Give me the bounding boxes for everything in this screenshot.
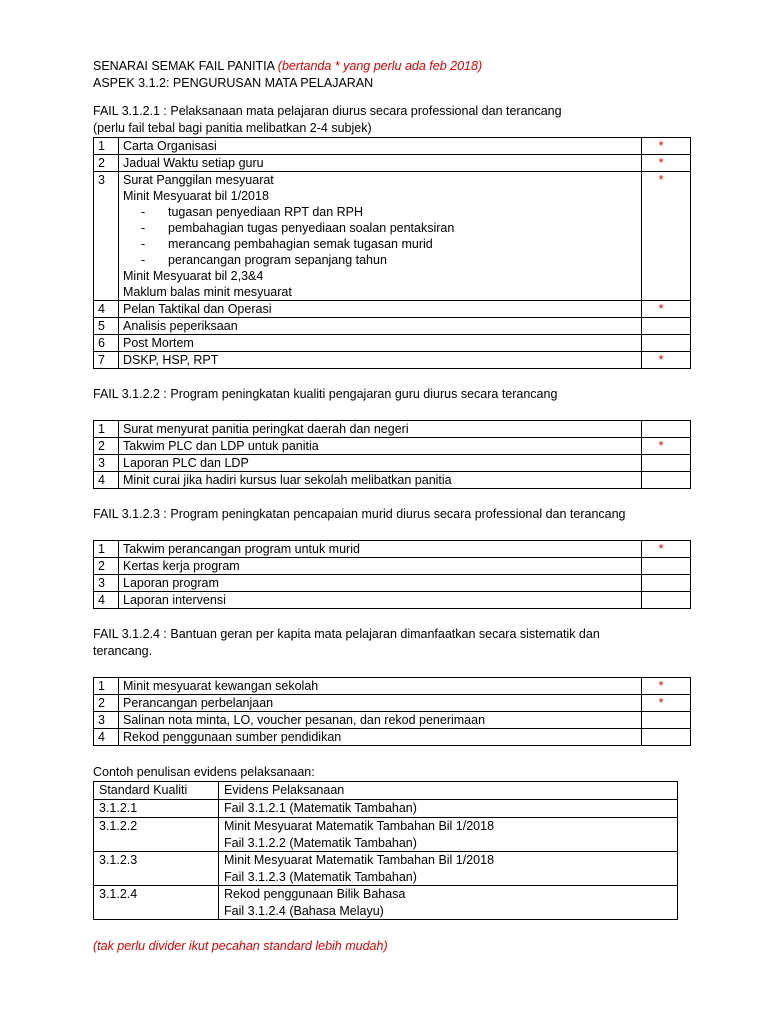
fail2-table <box>93 420 691 489</box>
row-item: Perancangan perbelanjaan <box>119 695 642 712</box>
required-mark: * <box>642 352 691 369</box>
table-row <box>94 575 691 592</box>
standard-cell: 3.1.2.3 <box>94 852 219 886</box>
row-number: 1 <box>94 421 119 438</box>
required-mark: * <box>642 155 691 172</box>
row-item-line: Minit Mesyuarat bil 1/2018 <box>123 189 269 203</box>
table-row <box>94 558 691 575</box>
fail4-title: FAIL 3.1.2.4 : Bantuan geran per kapita mata pelajaran dimanfaatkan secara sistematik dan <box>93 627 600 641</box>
table-row <box>94 712 691 729</box>
fail4-table <box>93 677 691 746</box>
evidence-cell: Minit Mesyuarat Matematik Tambahan Bil 1/2018 Fail 3.1.2.3 (Matematik Tambahan) <box>219 852 678 886</box>
required-mark <box>642 318 691 335</box>
row-item: Minit curai jika hadiri kursus luar sekolah melibatkan panitia <box>119 472 642 489</box>
table-row <box>94 172 691 301</box>
required-mark <box>642 472 691 489</box>
row-number: 2 <box>94 155 119 172</box>
dash-bullet: - <box>141 205 146 219</box>
sub-item: - tugasan penyediaan RPT dan RPH <box>141 205 364 219</box>
column-header-standard: Standard Kualiti <box>94 782 219 800</box>
table-row <box>94 800 678 818</box>
row-number: 1 <box>94 138 119 155</box>
table-row <box>94 678 691 695</box>
dash-bullet: - <box>141 237 146 251</box>
row-item: Analisis peperiksaan <box>119 318 642 335</box>
table-row <box>94 155 691 172</box>
row-number: 4 <box>94 592 119 609</box>
table-row <box>94 729 691 746</box>
table-row <box>94 138 691 155</box>
table-row <box>94 592 691 609</box>
evidence-cell: Rekod penggunaan Bilik Bahasa Fail 3.1.2.4 (Bahasa Melayu) <box>219 886 678 920</box>
required-mark <box>642 558 691 575</box>
row-item: Kertas kerja program <box>119 558 642 575</box>
column-header-evidence: Evidens Pelaksanaan <box>219 782 678 800</box>
row-item: Surat menyurat panitia peringkat daerah dan negeri <box>119 421 642 438</box>
row-number: 2 <box>94 695 119 712</box>
title-note: (bertanda * yang perlu ada feb 2018) <box>277 59 483 73</box>
example-table <box>93 781 678 920</box>
row-item: Laporan program <box>119 575 642 592</box>
table-row <box>94 472 691 489</box>
evidence-cell: Fail 3.1.2.1 (Matematik Tambahan) <box>219 800 678 818</box>
row-item: Minit mesyuarat kewangan sekolah <box>119 678 642 695</box>
fail1-table <box>93 137 691 369</box>
table-row <box>94 886 678 920</box>
fail4-title-cont: terancang. <box>93 644 153 658</box>
fail1-subtitle: (perlu fail tebal bagi panitia melibatkan 2-4 subjek) <box>93 121 372 135</box>
required-mark <box>642 421 691 438</box>
required-mark <box>642 592 691 609</box>
row-number: 5 <box>94 318 119 335</box>
row-item: Laporan intervensi <box>119 592 642 609</box>
required-mark: * <box>642 695 691 712</box>
row-number: 7 <box>94 352 119 369</box>
required-mark: * <box>642 172 691 301</box>
row-item: DSKP, HSP, RPT <box>119 352 642 369</box>
required-mark: * <box>642 541 691 558</box>
fail1-title: FAIL 3.1.2.1 : Pelaksanaan mata pelajaran diurus secara professional dan terancang <box>93 104 562 118</box>
row-number: 3 <box>94 575 119 592</box>
fail3-table <box>93 540 691 609</box>
required-mark: * <box>642 438 691 455</box>
document-title-line <box>93 58 693 75</box>
row-number: 3 <box>94 172 119 301</box>
row-number: 3 <box>94 455 119 472</box>
fail2-title: FAIL 3.1.2.2 : Program peningkatan kualiti pengajaran guru diurus secara terancang <box>93 387 558 401</box>
row-item: Takwim PLC dan LDP untuk panitia <box>119 438 642 455</box>
required-mark: * <box>642 301 691 318</box>
table-row <box>94 455 691 472</box>
row-number: 1 <box>94 678 119 695</box>
table-row <box>94 541 691 558</box>
document-page <box>93 58 693 955</box>
table-row <box>94 438 691 455</box>
required-mark <box>642 575 691 592</box>
fail3-title: FAIL 3.1.2.3 : Program peningkatan pencapaian murid diurus secara professional dan terancang <box>93 507 626 521</box>
row-number: 3 <box>94 712 119 729</box>
table-row <box>94 818 678 852</box>
row-number: 2 <box>94 558 119 575</box>
row-item: Salinan nota minta, LO, voucher pesanan, dan rekod penerimaan <box>119 712 642 729</box>
table-row <box>94 318 691 335</box>
row-number: 2 <box>94 438 119 455</box>
document-title: SENARAI SEMAK FAIL PANITIA <box>93 59 275 73</box>
required-mark: * <box>642 138 691 155</box>
row-item: Post Mortem <box>119 335 642 352</box>
row-number: 4 <box>94 301 119 318</box>
footer-note: (tak perlu divider ikut pecahan standard lebih mudah) <box>93 939 388 953</box>
sub-item: - merancang pembahagian semak tugasan murid <box>141 237 433 251</box>
row-item-line: Minit Mesyuarat bil 2,3&4 <box>123 269 264 283</box>
row-number: 4 <box>94 729 119 746</box>
row-item-line: Maklum balas minit mesyuarat <box>123 285 292 299</box>
required-mark <box>642 729 691 746</box>
row-number: 4 <box>94 472 119 489</box>
row-item <box>119 172 642 301</box>
aspect-heading: ASPEK 3.1.2: PENGURUSAN MATA PELAJARAN <box>93 76 374 90</box>
standard-cell: 3.1.2.1 <box>94 800 219 818</box>
row-number: 6 <box>94 335 119 352</box>
required-mark <box>642 712 691 729</box>
dash-bullet: - <box>141 221 146 235</box>
row-item: Carta Organisasi <box>119 138 642 155</box>
standard-cell: 3.1.2.2 <box>94 818 219 852</box>
row-item: Laporan PLC dan LDP <box>119 455 642 472</box>
row-number: 1 <box>94 541 119 558</box>
required-mark: * <box>642 678 691 695</box>
table-row <box>94 301 691 318</box>
table-header-row <box>94 782 678 800</box>
example-heading: Contoh penulisan evidens pelaksanaan: <box>93 765 315 779</box>
row-item: Takwim perancangan program untuk murid <box>119 541 642 558</box>
row-item-line: Surat Panggilan mesyuarat <box>123 173 274 187</box>
row-item: Jadual Waktu setiap guru <box>119 155 642 172</box>
sub-item: - pembahagian tugas penyediaan soalan pentaksiran <box>141 221 455 235</box>
required-mark <box>642 335 691 352</box>
table-row <box>94 852 678 886</box>
sub-item: - perancangan program sepanjang tahun <box>141 253 387 267</box>
table-row <box>94 352 691 369</box>
row-item: Pelan Taktikal dan Operasi <box>119 301 642 318</box>
table-row <box>94 421 691 438</box>
evidence-cell: Minit Mesyuarat Matematik Tambahan Bil 1/2018 Fail 3.1.2.2 (Matematik Tambahan) <box>219 818 678 852</box>
table-row <box>94 335 691 352</box>
standard-cell: 3.1.2.4 <box>94 886 219 920</box>
required-mark <box>642 455 691 472</box>
dash-bullet: - <box>141 253 146 267</box>
table-row <box>94 695 691 712</box>
row-item: Rekod penggunaan sumber pendidikan <box>119 729 642 746</box>
